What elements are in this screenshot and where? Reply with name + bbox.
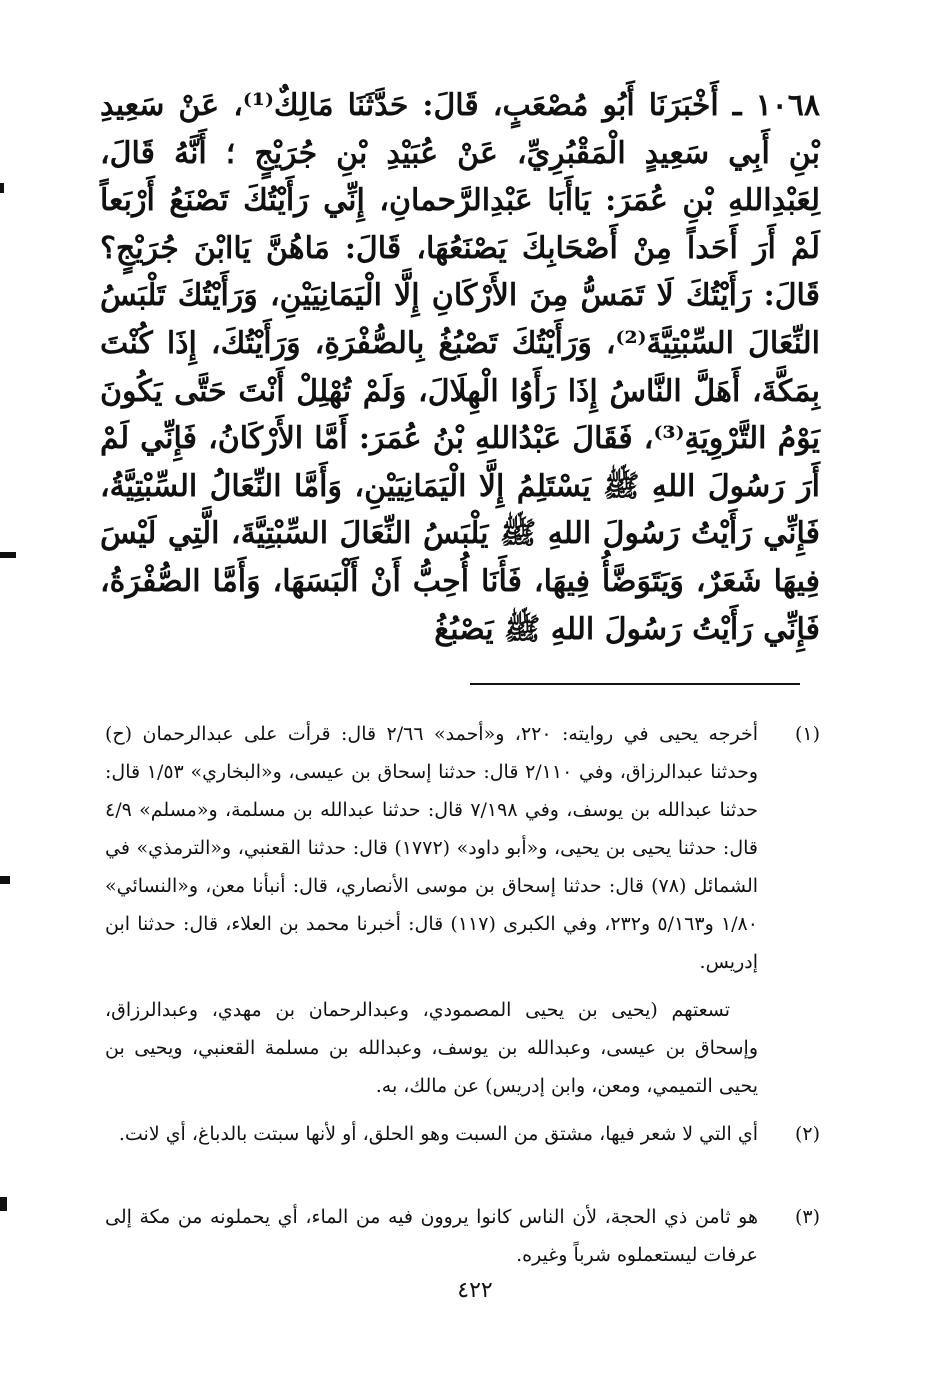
page-number: ٤٢٢: [457, 1278, 493, 1303]
footnote-text: أخرجه يحيى في روايته: ٢٢٠، و«أحمد» ٢/٦٦ قال: قرأت على عبدالرحمان (ح) وحدثنا عبدالرزاق، وفي ٢/١١٠ قال: حدثنا إسحاق بن عيسى، و«البخاري» ١/٥٣ قال: حدثنا عبدالله بن يوسف، وفي ٧/١٩٨ قال: حدثنا عبدالله بن مسلمة، و«مسلم» ٤/٩ قال: حدثنا يحيى بن يحيى، و«أبو داود» (١٧٧٢) قال: حدثنا القعنبي، و«الترمذي» في الشمائل (٧٨) قال: حدثنا إسحاق بن موسى الأنصاري، قال: أنبأنا معن، و«النسائي» ١/٨٠ و٥/١٦٣ و٢٣٢، وفي الكبرى (١١٧) قال: أخبرنا محمد بن العلاء، قال: حدثنا ابن إدريس.: [105, 723, 759, 973]
scan-edge-mark: [0, 876, 10, 884]
scan-edge-mark: [0, 552, 16, 558]
scan-edge-mark: [0, 183, 4, 193]
footnote-separator: [470, 683, 800, 685]
footnote-3: [105, 1198, 820, 1274]
hadith-paragraph: ١٠٦٨ ـ أَخْبَرَنَا أَبُو مُصْعَبٍ، قَالَ: حَدَّثَنَا مَالِكٌ⁽¹⁾، عَنْ سَعِيدِ بْنِ أَبِي سَعِيدٍ الْمَقْبُرِيِّ، عَنْ عُبَيْدِ بْنِ جُرَيْجٍ ؛ أَنَّهُ قَالَ، لِعَبْدِاللهِ بْنِ عُمَرَ: يَاأَبَا عَبْدِالرَّحمانِ، إِنِّي رَأَيْتُكَ تَصْنَعُ أَرْبَعاً لَمْ أَرَ أَحَداً مِنْ أَصْحَابِكَ يَصْنَعُهَا، قَالَ: مَاهُنَّ يَاابْنَ جُرَيْجٍ؟ قَالَ: رَأَيْتُكَ لَا تَمَسُّ مِنَ الأَرْكَانِ إِلَّا الْيَمَانِيَيْنِ، وَرَأَيْتُكَ تَلْبَسُ النِّعَالَ السِّبْتِيَّةَ⁽²⁾، وَرَأَيْتُكَ تَصْبُغُ بِالصُّفْرَةِ، وَرَأَيْتُكَ، إِذَا كُنْتَ بِمَكَّةَ، أَهَلَّ النَّاسُ إِذَا رَأَوُا الْهِلَالَ، وَلَمْ تُهْلِلْ أَنْتَ حَتَّى يَكُونَ يَوْمُ التَّرْوِيَةِ⁽³⁾، فَقَالَ عَبْدُاللهِ بْنُ عُمَرَ: أَمَّا الأَرْكَانُ، فَإِنِّي لَمْ أَرَ رَسُولَ اللهِ ﷺ يَسْتَلِمُ إِلَّا الْيَمَانِيَيْنِ، وَأَمَّا النِّعَالُ السِّبْتِيَّةُ، فَإِنِّي رَأَيْتُ رَسُولَ اللهِ ﷺ يَلْبَسُ النِّعَالَ السِّبْتِيَّةَ، الَّتِي لَيْسَ فِيهَا شَعَرٌ، وَيَتَوَضَّأُ فِيهَا، فَأَنَا أُحِبُّ أَنْ أَلْبَسَهَا، وَأَمَّا الصُّفْرَةُ، فَإِنِّي رَأَيْتُ رَسُولَ اللهِ ﷺ يَصْبُغُ: [100, 88, 821, 647]
hadith-text: [100, 82, 820, 653]
footnote-number: (٣): [794, 1206, 820, 1228]
footnote-text: تسعتهم (يحيى بن يحيى المصمودي، وعبدالرحمان بن مهدي، وعبدالرزاق، وإسحاق بن عيسى، وعبدالله بن يوسف، وعبدالله بن مسلمة القعنبي، ويحيى بن يحيى التميمي، ومعن، وابن إدريس) عن مالك، به.: [105, 999, 758, 1097]
scan-edge-mark: [0, 1197, 7, 1211]
footnote-1: [105, 715, 820, 1105]
footnote-text: أي التي لا شعر فيها، مشتق من السبت وهو الحلق، أو لأنها سبتت بالدباغ، أي لانت.: [118, 1123, 758, 1145]
footnote-number: (١): [794, 723, 820, 745]
footnote-2: [105, 1115, 820, 1153]
footnote-number: (٢): [794, 1123, 820, 1145]
footnote-text: هو ثامن ذي الحجة، لأن الناس كانوا يروون فيه من الماء، أي يحملونه من مكة إلى عرفات ليستعملوه شرباً وغيره.: [105, 1206, 758, 1266]
